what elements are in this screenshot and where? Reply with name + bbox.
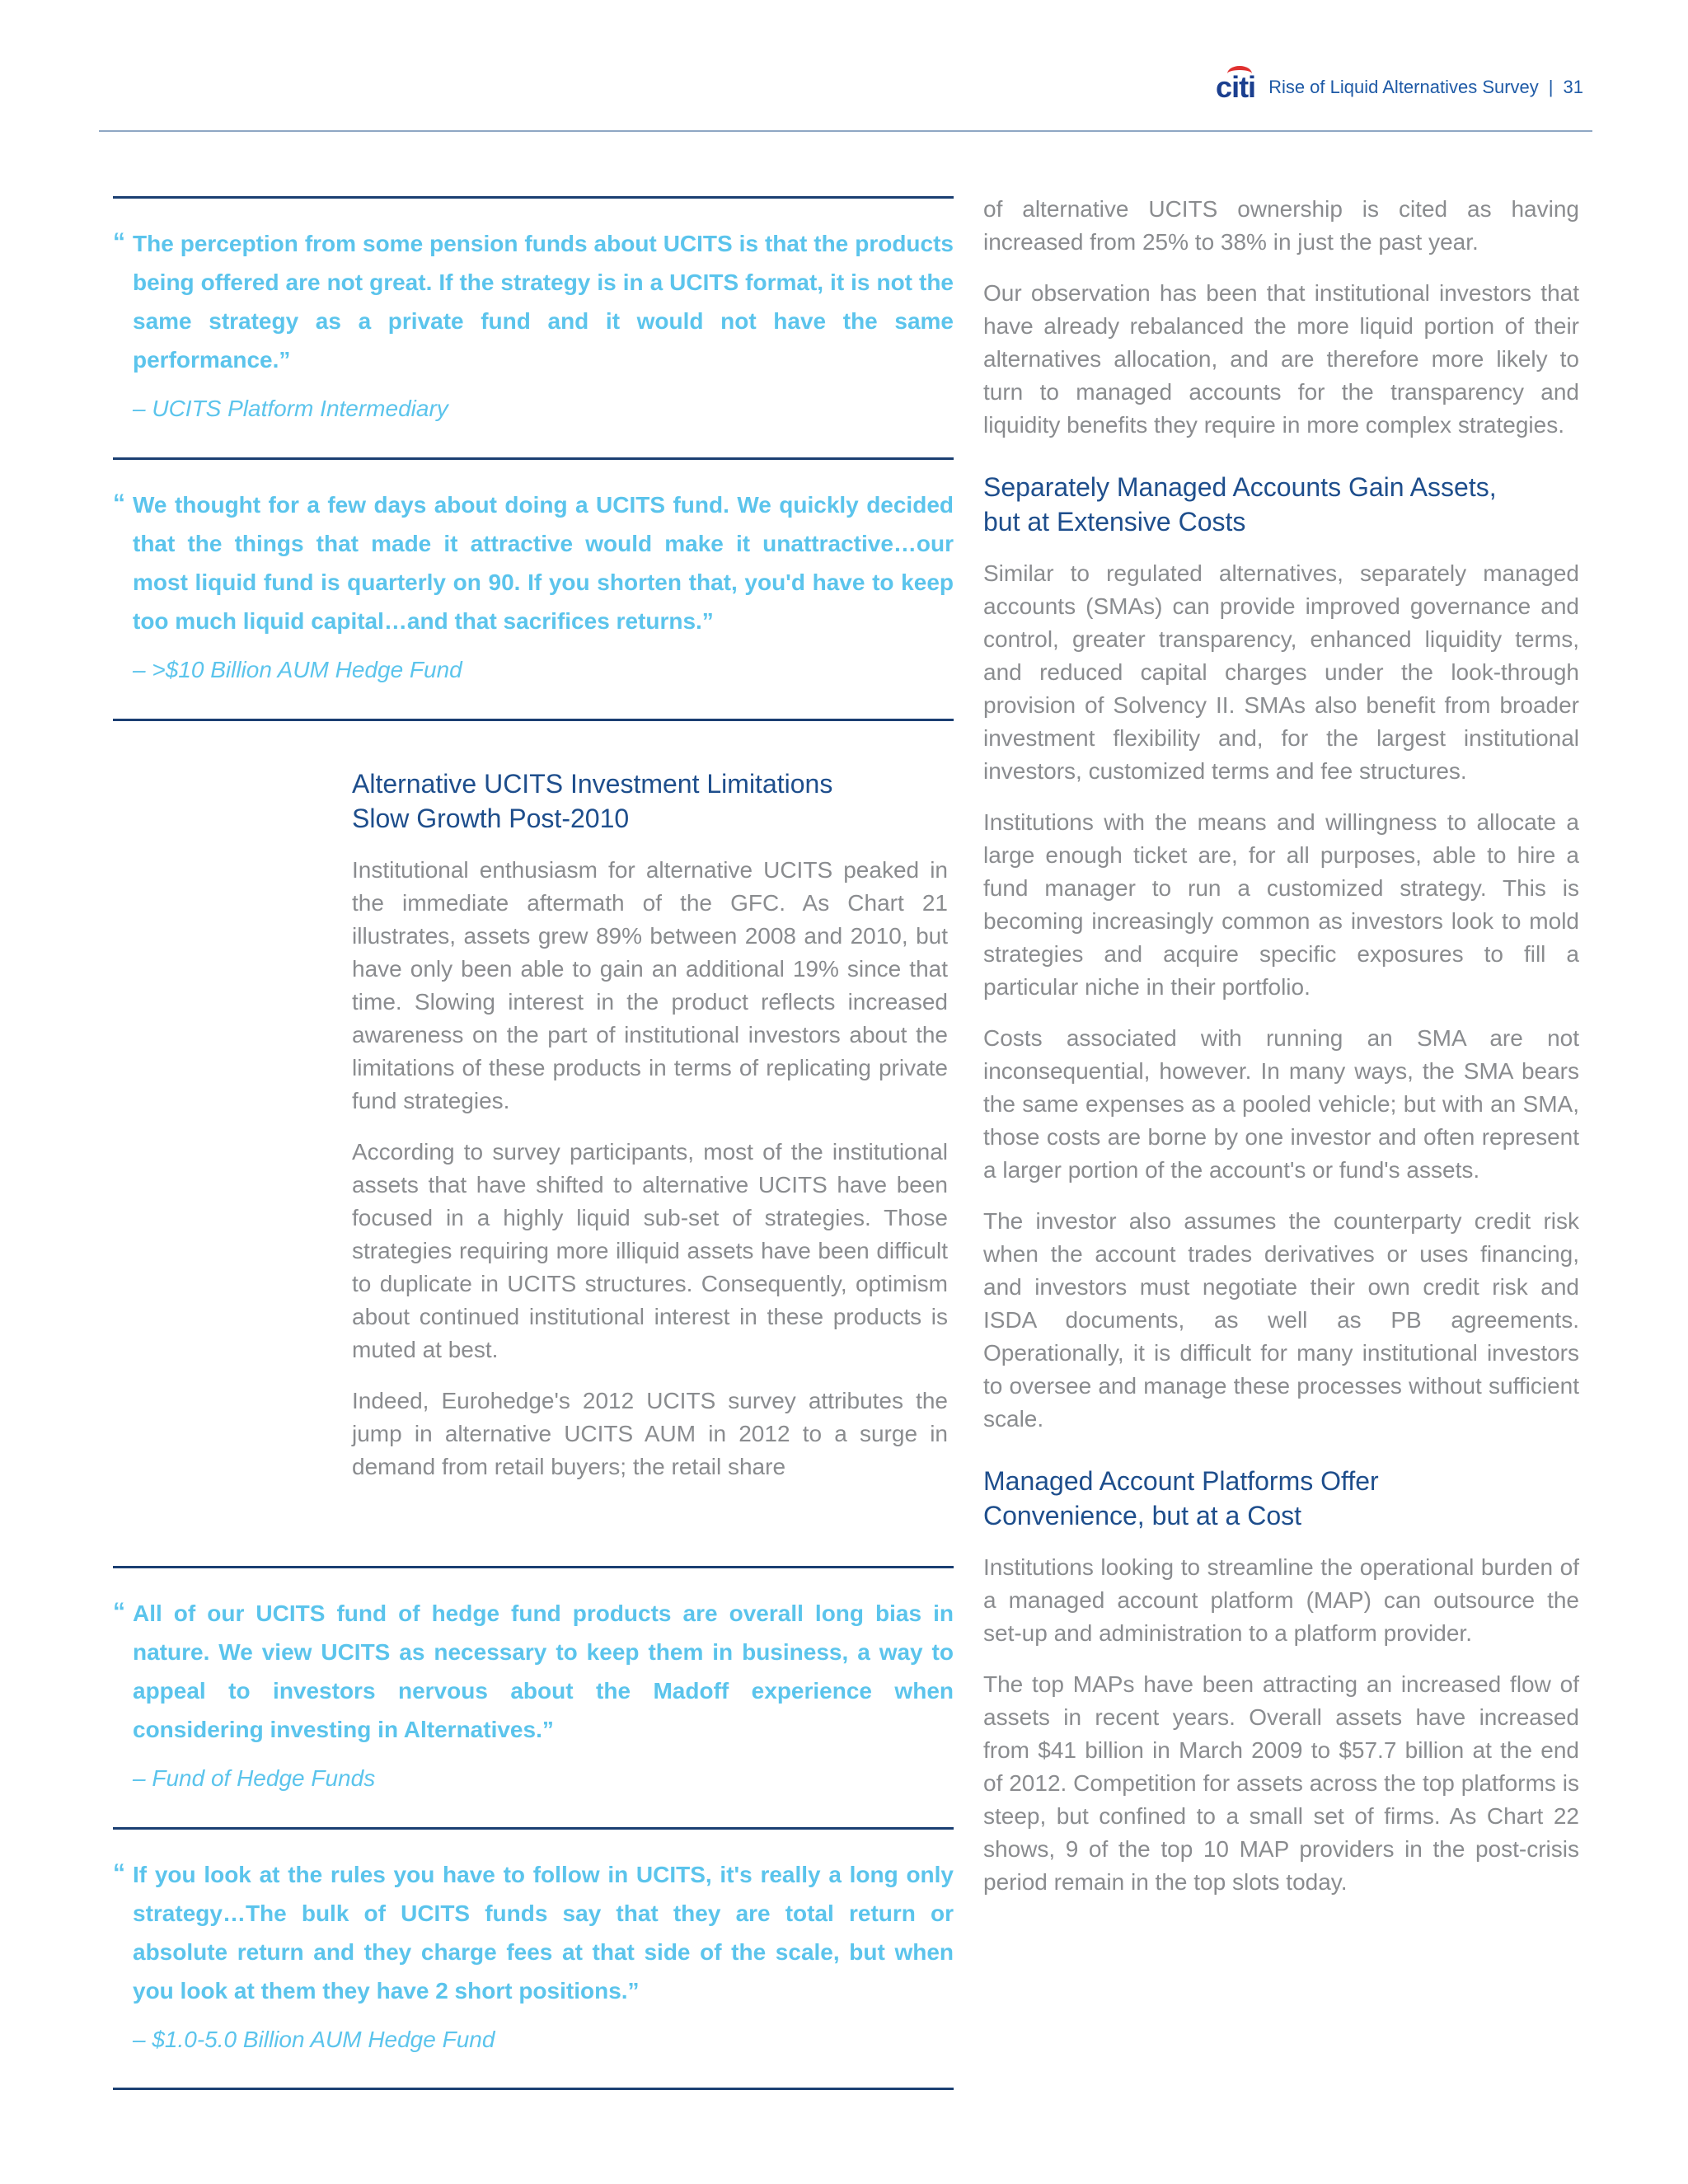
quote-divider [113,1827,954,1830]
logo-text: citi [1216,70,1256,104]
quote-mark: “ [113,1598,125,1625]
quote-divider [113,196,954,199]
body-paragraph: Our observation has been that institutional investors that have already rebalanced the more liquid portion of their alternatives allocation, and are therefore more likely to turn to managed accounts for the transparency and liquidity benefits they require in more complex strategies. [983,280,1579,438]
page-number: 31 [1563,77,1583,97]
body-paragraph: According to survey participants, most of the institutional assets that have shifted to alternative UCITS have been focused in a highly liquid sub-set of strategies. Those strategies requiring more illiquid assets have been difficult to duplicate in UCITS structures. Consequently, optimism about continued institutional interest in these products is muted at best. [352,1139,948,1362]
section-heading: Managed Account Platforms Offer Convenience, but at a Cost [983,1466,1379,1530]
body-paragraph: Costs associated with running an SMA are not inconsequential, however. In many ways, the SMA bears the same expenses as a pooled vehicle; but with an SMA, those costs are borne by one investor and often represent a larger portion of the account's or fund's assets. [983,1025,1579,1183]
section-heading: Alternative UCITS Investment Limitations Slow Growth Post-2010 [352,769,833,833]
quote-divider [113,457,954,460]
right-column [983,193,1579,1917]
quote-attribution: – UCITS Platform Intermediary [133,396,448,421]
quote-text: “ All of our UCITS fund of hedge fund products are overall long bias in nature. We view UCITS as necessary to keep them in business, a way to appeal to investors nervous about the Madoff experience when considering investing in Alternatives.” [113,1594,954,1749]
quote-attribution: – >$10 Billion AUM Hedge Fund [133,657,462,682]
pull-quote-3 [113,1594,954,1795]
body-paragraph: of alternative UCITS ownership is cited as having increased from 25% to 38% in just the past year. [983,196,1579,255]
quote-text: “ If you look at the rules you have to follow in UCITS, it's really a long only strategy…The bulk of UCITS funds say that they are total return or absolute return and they charge fees at that side of the scale, but when you look at them they have 2 short positions.” [113,1855,954,2010]
section-heading: Separately Managed Accounts Gain Assets, but at Extensive Costs [983,472,1497,537]
pull-quote-2 [113,485,954,687]
header-separator: | [1548,77,1554,97]
quote-mark: “ [113,490,125,517]
quote-divider [113,719,954,721]
quote-mark: “ [113,228,125,255]
pull-quote-4 [113,1855,954,2056]
quote-text: “ The perception from some pension funds about UCITS is that the products being offered are not great. If the strategy is in a UCITS format, it is not the same strategy as a private fund and it would not have the same performance.” [113,224,954,379]
quote-attribution: – $1.0-5.0 Billion AUM Hedge Fund [133,2027,495,2052]
body-paragraph: Indeed, Eurohedge's 2012 UCITS survey attributes the jump in alternative UCITS AUM in 2012 to a surge in demand from retail buyers; the retail share [352,1388,948,1479]
body-paragraph: The investor also assumes the counterparty credit risk when the account trades derivatives or uses financing, and investors must negotiate their own credit risk and ISDA documents, as well as PB agreements. Operationally, it is difficult for many institutional investors to oversee and manage these processes without sufficient scale. [983,1208,1579,1432]
quote-divider [113,1566,954,1568]
body-paragraph: Institutional enthusiasm for alternative UCITS peaked in the immediate aftermath of the GFC. As Chart 21 illustrates, assets grew 89% between 2008 and 2010, but have only been able to gain an additional 19% since that time. Slowing interest in the product reflects increased awareness on the part of institutional investors about the limitations of these products in terms of replicating private fund strategies. [352,857,948,1113]
pull-quote-1 [113,224,954,425]
quote-attribution: – Fund of Hedge Funds [133,1765,376,1791]
body-paragraph: Similar to regulated alternatives, separately managed accounts (SMAs) can provide improved governance and control, greater transparency, enhanced liquidity terms, and reduced capital charges under the look-through provision of Solvency II. SMAs also benefit from broader investment flexibility and, for the largest institutional investors, customized terms and fee structures. [983,560,1579,784]
body-paragraph: The top MAPs have been attracting an increased flow of assets in recent years. Overall assets have increased from $41 billion in March 2009 to $57.7 billion at the end of 2012. Competition for assets across the top platforms is steep, but confined to a small set of firms. As Chart 22 shows, 9 of the top 10 MAP providers in the post-crisis period remain in the top slots today. [983,1671,1579,1895]
header-divider [99,130,1592,132]
report-title: Rise of Liquid Alternatives Survey [1268,77,1539,97]
body-paragraph: Institutions looking to streamline the operational burden of a managed account platform (MAP) can outsource the set-up and administration to a platform provider. [983,1554,1579,1646]
citi-logo [1216,71,1255,104]
logo-arc-icon [1227,66,1252,82]
middle-column [352,766,948,1502]
page-header [1216,71,1583,104]
quote-mark: “ [113,1859,125,1886]
body-paragraph: Institutions with the means and willingness to allocate a large enough ticket are, for all purposes, able to hire a fund manager to run a customized strategy. This is becoming increasingly common as investors look to mold strategies and acquire specific exposures to fill a particular niche in their portfolio. [983,809,1579,1000]
quote-divider [113,2088,954,2090]
quote-text: “ We thought for a few days about doing a UCITS fund. We quickly decided that the things that made it attractive would make it unattractive…our most liquid fund is quarterly on 90. If you shorten that, you'd have to keep too much liquid capital…and that sacrifices returns.” [113,485,954,640]
